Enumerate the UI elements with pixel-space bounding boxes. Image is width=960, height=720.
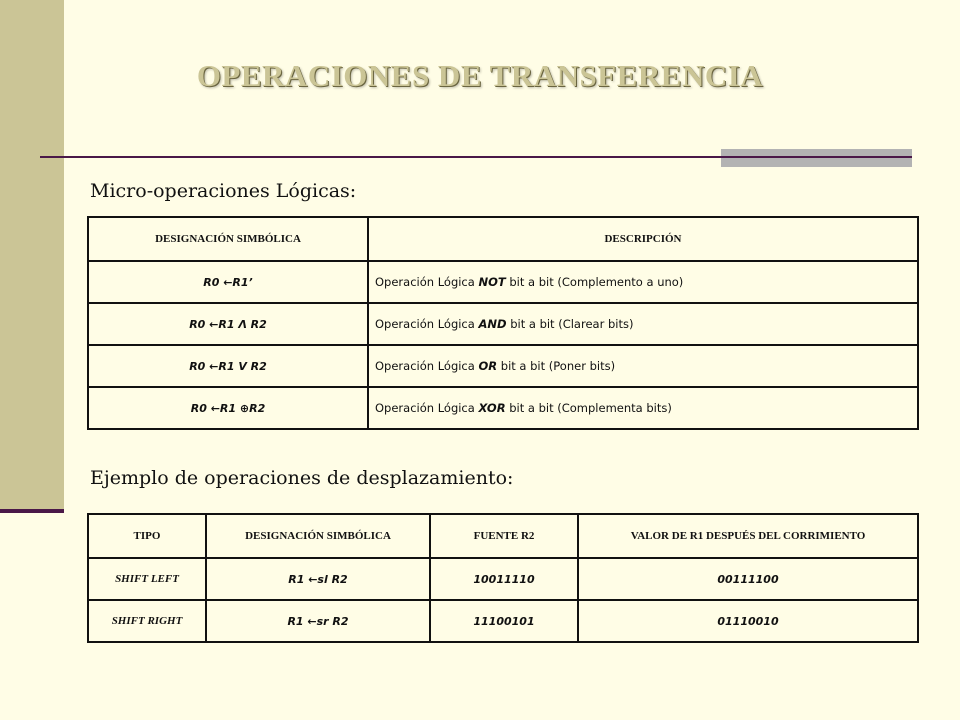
description-cell <box>368 261 918 303</box>
source-cell: 10011110 <box>430 558 578 600</box>
table-row <box>88 387 918 429</box>
divider-accent-block <box>721 149 912 167</box>
desc-keyword: AND <box>478 317 507 331</box>
header-symbolic: DESIGNACIÓN SIMBÓLICA <box>206 514 430 558</box>
table-header-row <box>88 514 918 558</box>
shift-section-heading: Ejemplo de operaciones de desplazamiento: <box>90 467 514 489</box>
header-description: DESCRIPCIÓN <box>368 217 918 261</box>
table-row <box>88 345 918 387</box>
desc-prefix: Operación Lógica <box>375 359 479 373</box>
header-result: VALOR DE R1 DESPUÉS DEL CORRIMIENTO <box>578 514 918 558</box>
header-type: TIPO <box>88 514 206 558</box>
logic-section-heading: Micro-operaciones Lógicas: <box>90 180 357 202</box>
table-row <box>88 303 918 345</box>
desc-prefix: Operación Lógica <box>375 275 479 289</box>
desc-keyword: XOR <box>478 401 506 415</box>
symbol-cell: R1 ←sr R2 <box>206 600 430 642</box>
symbol-cell: R0 ←R1’ <box>88 261 368 303</box>
symbol-cell: R0 ←R1 Λ R2 <box>88 303 368 345</box>
desc-prefix: Operación Lógica <box>375 317 479 331</box>
desc-keyword: OR <box>478 359 498 373</box>
desc-suffix: bit a bit (Complementa bits) <box>505 401 672 415</box>
description-cell <box>368 303 918 345</box>
desc-suffix: bit a bit (Clarear bits) <box>506 317 634 331</box>
header-symbolic: DESIGNACIÓN SIMBÓLICA <box>88 217 368 261</box>
type-cell: SHIFT RIGHT <box>88 600 206 642</box>
type-cell: SHIFT LEFT <box>88 558 206 600</box>
desc-suffix: bit a bit (Complemento a uno) <box>505 275 684 289</box>
result-cell: 00111100 <box>578 558 918 600</box>
source-cell: 11100101 <box>430 600 578 642</box>
slide-title: OPERACIONES DE TRANSFERENCIA <box>196 58 764 93</box>
result-cell: 01110010 <box>578 600 918 642</box>
logic-operations-table <box>87 216 919 430</box>
shift-operations-table <box>87 513 919 643</box>
header-source: FUENTE R2 <box>430 514 578 558</box>
symbol-cell: R0 ←R1 ⊕R2 <box>88 387 368 429</box>
table-row <box>88 261 918 303</box>
desc-keyword: NOT <box>478 275 506 289</box>
description-cell <box>368 345 918 387</box>
description-cell <box>368 387 918 429</box>
table-row <box>88 558 918 600</box>
desc-prefix: Operación Lógica <box>375 401 479 415</box>
table-row <box>88 600 918 642</box>
symbol-cell: R1 ←sl R2 <box>206 558 430 600</box>
divider-accent-line <box>721 156 912 158</box>
desc-suffix: bit a bit (Poner bits) <box>497 359 616 373</box>
table-header-row <box>88 217 918 261</box>
symbol-cell: R0 ←R1 V R2 <box>88 345 368 387</box>
side-decor-bar-base <box>0 509 64 513</box>
